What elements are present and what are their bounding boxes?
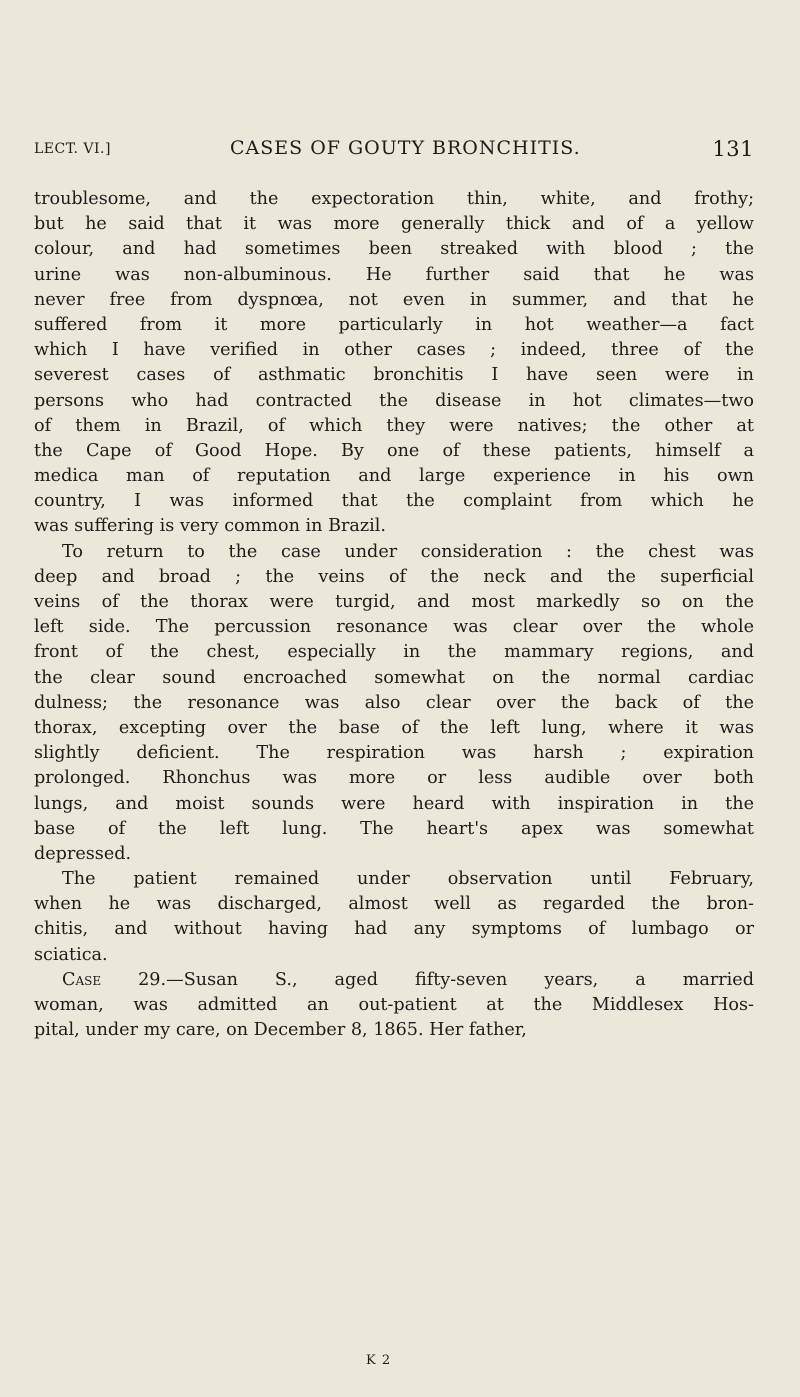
- case-label: Case: [62, 969, 102, 990]
- text-line: suffered from it more particularly in hot weather—a fact: [34, 314, 754, 335]
- text-line: depressed.: [34, 843, 132, 864]
- text-line: the clear sound encroached somewhat on the normal cardiac: [34, 667, 754, 688]
- running-title: CASES OF GOUTY BRONCHITIS.: [230, 137, 581, 159]
- running-header: [34, 137, 754, 167]
- text-line: veins of the thorax were turgid, and most markedly so on the: [34, 592, 754, 612]
- text-line: troublesome, and the expectoration thin, white, and frothy;: [34, 189, 754, 209]
- text-line: front of the chest, especially in the mammary regions, and: [34, 642, 754, 663]
- text-line: prolonged. Rhonchus was more or less audible over both: [34, 768, 754, 789]
- text-line: of them in Brazil, of which they were natives; the other at: [34, 415, 754, 436]
- text-line: dulness; the resonance was also clear over the back of the: [34, 692, 754, 713]
- text-line: colour, and had sometimes been streaked with blood ; the: [34, 239, 754, 260]
- text-line: was suffering is very common in Brazil.: [34, 516, 387, 537]
- text-line: never free from dyspnœa, not even in summer, and that he: [34, 289, 754, 310]
- signature-mark: K 2: [366, 1353, 392, 1368]
- text-line: when he was discharged, almost well as regarded the bron-: [34, 894, 754, 915]
- text-line: thorax, excepting over the base of the left lung, where it was: [34, 717, 754, 738]
- page-number: 131: [712, 137, 754, 161]
- text-line: To return to the case under consideration : the chest was: [62, 541, 754, 562]
- text-line: medica man of reputation and large experience in his own: [34, 466, 754, 487]
- text-line: lungs, and moist sounds were heard with inspiration in the: [34, 793, 754, 814]
- text-line: chitis, and without having had any symptoms of lumbago or: [34, 919, 754, 940]
- text-line: but he said that it was more generally thick and of a yellow: [34, 214, 754, 235]
- text-line: pital, under my care, on December 8, 1865. Her father,: [34, 1020, 527, 1041]
- lecture-marker: LECT. VI.]: [34, 141, 111, 157]
- text-line: severest cases of asthmatic bronchitis I have seen were in: [34, 365, 754, 386]
- text-line: sciatica.: [34, 944, 108, 965]
- text-line: The patient remained under observation until February,: [62, 869, 754, 890]
- text-line: slightly deficient. The respiration was harsh ; expiration: [34, 743, 754, 764]
- text-line: left side. The percussion resonance was clear over the whole: [34, 617, 754, 638]
- case-line-text: 29.—Susan S., aged fifty-seven years, a married: [101, 969, 754, 990]
- text-line: deep and broad ; the veins of the neck and the superficial: [34, 566, 754, 587]
- text-line: woman, was admitted an out-patient at the Middlesex Hos-: [34, 995, 754, 1015]
- text-line: [34, 968, 754, 993]
- text-line: persons who had contracted the disease in hot climates—two: [34, 390, 754, 411]
- text-line: base of the left lung. The heart's apex was somewhat: [34, 818, 754, 839]
- text-line: which I have verified in other cases ; indeed, three of the: [34, 340, 754, 361]
- text-line: country, I was informed that the complaint from which he: [34, 491, 754, 512]
- body-text: [34, 187, 754, 1043]
- text-line: urine was non-albuminous. He further said that he was: [34, 264, 754, 285]
- text-line: the Cape of Good Hope. By one of these patients, himself a: [34, 440, 754, 461]
